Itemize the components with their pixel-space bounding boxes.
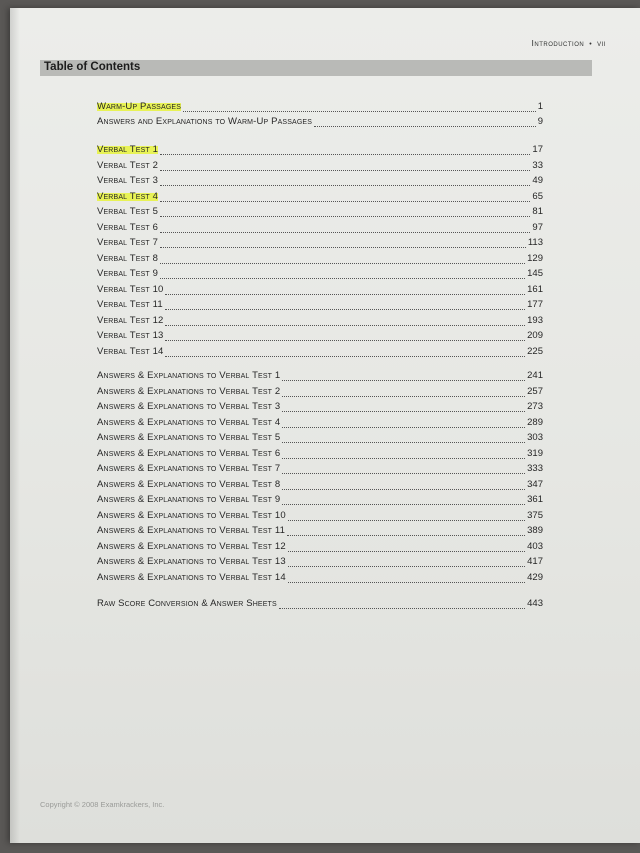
toc-entry: [97, 417, 543, 431]
dot-leader: [160, 200, 530, 202]
toc-entry-label: Verbal Test 10: [97, 283, 164, 295]
toc-entry-label-highlighted: Warm-Up Passages: [97, 101, 182, 112]
running-head-bullet: •: [589, 41, 593, 48]
dot-leader: [160, 262, 525, 264]
dot-leader: [160, 215, 530, 217]
toc-entry-label: Verbal Test 12: [97, 314, 164, 326]
toc-entry: [97, 101, 543, 115]
toc-entry-label: Verbal Test 9: [97, 268, 159, 279]
toc-entry-page: 303: [527, 432, 543, 443]
toc-entry-label: Answers & Explanations to Verbal Test 7: [97, 463, 281, 474]
dot-leader: [282, 472, 525, 474]
toc-entry-label: Verbal Test 3: [97, 175, 159, 186]
toc-entry-label: Verbal Test 13: [97, 330, 164, 341]
toc-entry: [97, 479, 543, 493]
toc-entry-label-highlighted: Verbal Test 4: [97, 190, 159, 202]
toc-entry-page: 319: [527, 447, 543, 459]
toc-entry: [97, 268, 543, 282]
toc-entry: [97, 315, 543, 329]
toc-entry: [97, 191, 543, 205]
dot-leader: [288, 565, 525, 567]
toc-entry-label: Verbal Test 5: [97, 206, 159, 217]
toc-entry-label: Verbal Test 7: [97, 237, 159, 248]
toc-entry-page: 145: [527, 268, 543, 279]
toc-entry-page: 347: [527, 478, 543, 490]
toc-entry-page: 273: [527, 401, 543, 412]
book-page: [10, 8, 640, 843]
toc-entry-page: 129: [527, 252, 543, 264]
toc-entry: [97, 494, 543, 508]
dot-leader: [282, 503, 525, 505]
copyright-footer: Copyright © 2008 Examkrackers, Inc.: [40, 800, 165, 809]
toc-entry: [97, 206, 543, 220]
toc-entry: [97, 160, 543, 174]
toc-entry-label: Answers & Explanations to Verbal Test 11: [97, 525, 286, 536]
toc-entry: [97, 284, 543, 298]
toc-entry-label: Answers & Explanations to Verbal Test 10: [97, 509, 286, 521]
toc-entry-page: 193: [527, 314, 543, 326]
running-head: [532, 38, 607, 48]
toc-entry: [97, 510, 543, 524]
toc-entry: [97, 541, 543, 555]
running-head-page-number: vii: [597, 38, 606, 48]
toc-entry-label: Answers & Explanations to Verbal Test 1: [97, 370, 281, 381]
toc-title-bar: [40, 60, 592, 76]
toc-entry: [97, 448, 543, 462]
toc-entry: [97, 330, 543, 344]
toc-entry: [97, 525, 543, 539]
toc-entry-label: Answers & Explanations to Verbal Test 5: [97, 432, 281, 443]
toc-entry-page: 33: [532, 159, 543, 171]
dot-leader: [288, 581, 525, 583]
dot-leader: [288, 550, 525, 552]
toc-entry-page: 417: [527, 556, 543, 567]
dot-leader: [165, 293, 525, 295]
toc-entry-label: Verbal Test 14: [97, 345, 164, 357]
toc-entry-label: Raw Score Conversion & Answer Sheets: [97, 598, 277, 609]
dot-leader: [287, 534, 525, 536]
toc-entry-page: 403: [527, 540, 543, 552]
toc-entry-page: 241: [527, 370, 543, 381]
toc-entry-page: 49: [532, 175, 543, 186]
toc-entry-page: 361: [527, 494, 543, 505]
toc-entry-page: 161: [527, 283, 543, 295]
dot-leader: [282, 395, 525, 397]
toc-entry: [97, 299, 543, 313]
dot-leader: [282, 488, 525, 490]
dot-leader: [183, 110, 536, 112]
toc-entry-label: Answers & Explanations to Verbal Test 14: [97, 571, 286, 583]
toc-entry: [97, 237, 543, 251]
toc-title: Table of Contents: [44, 61, 141, 73]
toc-entry-label: Verbal Test 11: [97, 299, 163, 310]
dot-leader: [282, 441, 525, 443]
toc-entry-label: Answers & Explanations to Verbal Test 12: [97, 540, 286, 552]
toc-entry-page: 443: [527, 598, 543, 609]
toc-entry-page: 333: [527, 463, 543, 474]
toc-entry-page: 209: [527, 330, 543, 341]
toc-entry-page: 225: [527, 345, 543, 357]
toc-entry-label: Answers & Explanations to Verbal Test 4: [97, 416, 281, 428]
running-head-section: Introduction: [531, 38, 585, 48]
toc-entry-page: 257: [527, 385, 543, 397]
dot-leader: [160, 277, 525, 279]
toc-entry-label: Answers & Explanations to Verbal Test 9: [97, 494, 281, 505]
dot-leader: [314, 125, 536, 127]
dot-leader: [165, 355, 525, 357]
toc-entry: [97, 253, 543, 267]
toc-entry: [97, 556, 543, 570]
toc-entry-page: 113: [527, 237, 543, 248]
dot-leader: [282, 410, 525, 412]
toc-entry: [97, 572, 543, 586]
toc-entry: [97, 144, 543, 158]
dot-leader: [160, 169, 530, 171]
toc-entry: [97, 401, 543, 415]
toc-entry-label: Verbal Test 6: [97, 221, 159, 233]
toc-entry-label-highlighted: Verbal Test 1: [97, 144, 159, 155]
dot-leader: [160, 153, 530, 155]
toc-entry-label: Verbal Test 2: [97, 159, 159, 171]
toc-entry-label: Answers & Explanations to Verbal Test 13: [97, 556, 286, 567]
dot-leader: [165, 324, 525, 326]
dot-leader: [165, 308, 525, 310]
toc-entry: [97, 346, 543, 360]
toc-entry: [97, 598, 543, 612]
toc-entry-page: 9: [537, 116, 543, 127]
toc-entry-label: Answers and Explanations to Warm-Up Passages: [97, 116, 313, 127]
toc-entry-label: Answers & Explanations to Verbal Test 8: [97, 478, 281, 490]
dot-leader: [160, 231, 530, 233]
dot-leader: [282, 379, 525, 381]
toc-entry-page: 97: [532, 221, 543, 233]
toc-entry: [97, 175, 543, 189]
toc-entry-page: 1: [537, 101, 543, 112]
toc-entry-label: Answers & Explanations to Verbal Test 3: [97, 401, 281, 412]
toc-entry: [97, 386, 543, 400]
toc-entry-page: 289: [527, 416, 543, 428]
dot-leader: [165, 339, 525, 341]
toc-entry-page: 429: [527, 571, 543, 583]
toc-entry: [97, 432, 543, 446]
dot-leader: [279, 607, 525, 609]
dot-leader: [160, 246, 526, 248]
toc-entry-page: 375: [527, 509, 543, 521]
toc-entry-page: 65: [532, 190, 543, 202]
toc-entry-page: 81: [532, 206, 543, 217]
toc-entry-page: 177: [527, 299, 543, 310]
dot-leader: [282, 457, 525, 459]
toc-entry-page: 389: [527, 525, 543, 536]
toc-entry: [97, 222, 543, 236]
dot-leader: [282, 426, 525, 428]
dot-leader: [160, 184, 530, 186]
dot-leader: [288, 519, 525, 521]
toc-entry: [97, 370, 543, 384]
toc-entry-label: Answers & Explanations to Verbal Test 2: [97, 385, 281, 397]
toc-entry: [97, 463, 543, 477]
toc-entry-label: Answers & Explanations to Verbal Test 6: [97, 447, 281, 459]
toc-entry: [97, 116, 543, 130]
toc-entry-label: Verbal Test 8: [97, 252, 159, 264]
toc-entry-page: 17: [532, 144, 543, 155]
